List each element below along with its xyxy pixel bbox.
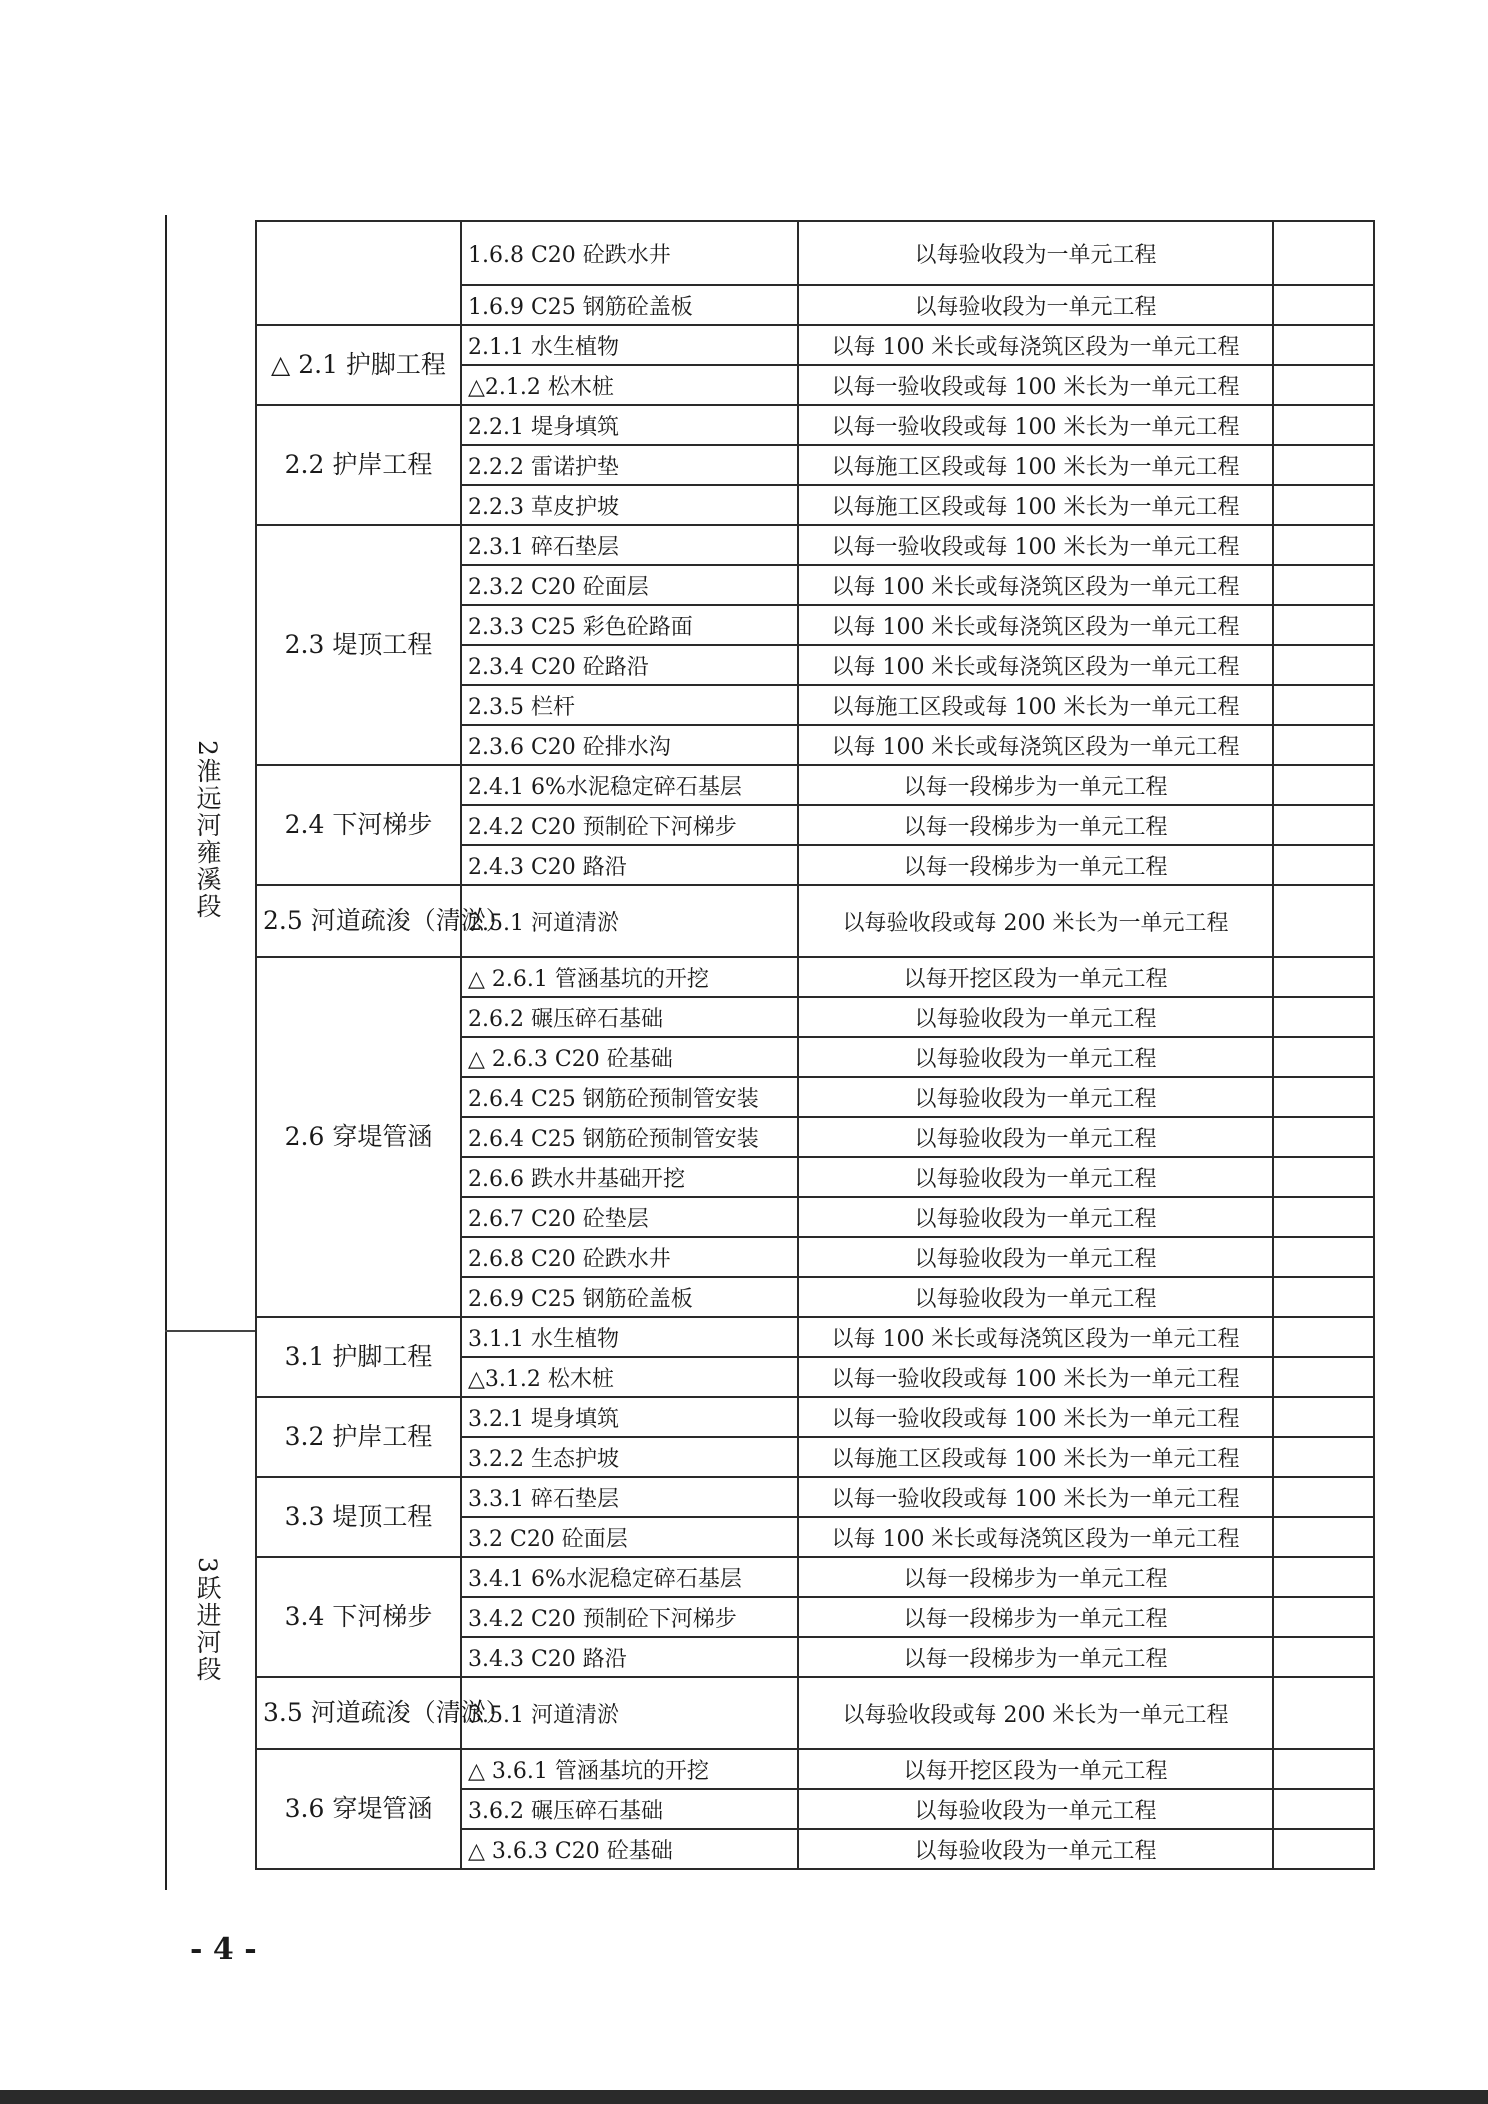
remark-cell bbox=[1273, 445, 1374, 485]
remark-cell bbox=[1273, 365, 1374, 405]
group-cell-empty bbox=[256, 221, 461, 325]
group-cell: 3.1 护脚工程 bbox=[256, 1317, 461, 1397]
remark-cell bbox=[1273, 221, 1374, 285]
unit-cell: 以每验收段为一单元工程 bbox=[798, 1829, 1273, 1869]
table-row bbox=[256, 525, 1374, 565]
item-cell: 2.2.1 堤身填筑 bbox=[461, 405, 798, 445]
table-row bbox=[256, 1477, 1374, 1517]
item-cell: △2.1.2 松木桩 bbox=[461, 365, 798, 405]
unit-cell: 以每一验收段或每 100 米长为一单元工程 bbox=[798, 405, 1273, 445]
remark-cell bbox=[1273, 1437, 1374, 1477]
item-cell: 3.2.2 生态护坡 bbox=[461, 1437, 798, 1477]
item-cell: 2.3.3 C25 彩色砼路面 bbox=[461, 605, 798, 645]
unit-cell: 以每验收段为一单元工程 bbox=[798, 285, 1273, 325]
remark-cell bbox=[1273, 1477, 1374, 1517]
remark-cell bbox=[1273, 1157, 1374, 1197]
group-cell: △ 2.1 护脚工程 bbox=[256, 325, 461, 405]
item-cell: 2.6.7 C20 砼垫层 bbox=[461, 1197, 798, 1237]
item-cell: 2.6.9 C25 钢筋砼盖板 bbox=[461, 1277, 798, 1317]
section-label-3: 3跃进河段 bbox=[193, 1557, 222, 1683]
remark-cell bbox=[1273, 845, 1374, 885]
unit-cell: 以每 100 米长或每浇筑区段为一单元工程 bbox=[798, 645, 1273, 685]
unit-cell: 以每一验收段或每 100 米长为一单元工程 bbox=[798, 1397, 1273, 1437]
section-divider-rule bbox=[165, 1330, 255, 1332]
table-row bbox=[256, 325, 1374, 365]
table-row bbox=[256, 1677, 1374, 1749]
group-cell: 2.6 穿堤管涵 bbox=[256, 957, 461, 1317]
remark-cell bbox=[1273, 1397, 1374, 1437]
remark-cell bbox=[1273, 1677, 1374, 1749]
item-cell: 2.3.2 C20 砼面层 bbox=[461, 565, 798, 605]
remark-cell bbox=[1273, 1789, 1374, 1829]
item-cell: 2.4.2 C20 预制砼下河梯步 bbox=[461, 805, 798, 845]
group-cell: 3.5 河道疏浚（清淤） bbox=[256, 1677, 461, 1749]
group-cell: 2.3 堤顶工程 bbox=[256, 525, 461, 765]
unit-cell: 以每验收段为一单元工程 bbox=[798, 221, 1273, 285]
remark-cell bbox=[1273, 1317, 1374, 1357]
page-number: - 4 - bbox=[190, 1932, 257, 1967]
item-cell: 2.6.6 跌水井基础开挖 bbox=[461, 1157, 798, 1197]
remark-cell bbox=[1273, 1077, 1374, 1117]
item-cell: 3.6.2 碾压碎石基础 bbox=[461, 1789, 798, 1829]
table-row bbox=[256, 957, 1374, 997]
item-cell: 3.2.1 堤身填筑 bbox=[461, 1397, 798, 1437]
table-row bbox=[256, 765, 1374, 805]
item-cell: 2.4.1 6%水泥稳定碎石基层 bbox=[461, 765, 798, 805]
remark-cell bbox=[1273, 1597, 1374, 1637]
table-row bbox=[256, 1397, 1374, 1437]
group-cell: 3.2 护岸工程 bbox=[256, 1397, 461, 1477]
item-cell: 3.4.2 C20 预制砼下河梯步 bbox=[461, 1597, 798, 1637]
remark-cell bbox=[1273, 1237, 1374, 1277]
unit-cell: 以每验收段为一单元工程 bbox=[798, 1117, 1273, 1157]
item-cell: 2.3.6 C20 砼排水沟 bbox=[461, 725, 798, 765]
unit-cell: 以每一段梯步为一单元工程 bbox=[798, 1557, 1273, 1597]
item-cell: 2.3.4 C20 砼路沿 bbox=[461, 645, 798, 685]
item-cell: 1.6.8 C20 砼跌水井 bbox=[461, 221, 798, 285]
item-cell: 2.6.8 C20 砼跌水井 bbox=[461, 1237, 798, 1277]
remark-cell bbox=[1273, 957, 1374, 997]
item-cell: 3.4.3 C20 路沿 bbox=[461, 1637, 798, 1677]
unit-cell: 以每一段梯步为一单元工程 bbox=[798, 805, 1273, 845]
remark-cell bbox=[1273, 645, 1374, 685]
remark-cell bbox=[1273, 1357, 1374, 1397]
item-cell: △ 3.6.1 管涵基坑的开挖 bbox=[461, 1749, 798, 1789]
table-row bbox=[256, 221, 1374, 285]
unit-cell: 以每一段梯步为一单元工程 bbox=[798, 845, 1273, 885]
remark-cell bbox=[1273, 405, 1374, 445]
unit-cell: 以每开挖区段为一单元工程 bbox=[798, 957, 1273, 997]
unit-cell: 以每 100 米长或每浇筑区段为一单元工程 bbox=[798, 1517, 1273, 1557]
item-cell: △ 3.6.3 C20 砼基础 bbox=[461, 1829, 798, 1869]
remark-cell bbox=[1273, 485, 1374, 525]
unit-cell: 以每一验收段或每 100 米长为一单元工程 bbox=[798, 525, 1273, 565]
group-cell: 2.5 河道疏浚（清淤） bbox=[256, 885, 461, 957]
remark-cell bbox=[1273, 525, 1374, 565]
unit-cell: 以每施工区段或每 100 米长为一单元工程 bbox=[798, 445, 1273, 485]
unit-cell: 以每 100 米长或每浇筑区段为一单元工程 bbox=[798, 725, 1273, 765]
group-cell: 3.6 穿堤管涵 bbox=[256, 1749, 461, 1869]
unit-cell: 以每一验收段或每 100 米长为一单元工程 bbox=[798, 1357, 1273, 1397]
group-cell: 2.4 下河梯步 bbox=[256, 765, 461, 885]
remark-cell bbox=[1273, 885, 1374, 957]
unit-cell: 以每施工区段或每 100 米长为一单元工程 bbox=[798, 685, 1273, 725]
left-margin-rule bbox=[165, 215, 167, 1890]
group-cell: 3.3 堤顶工程 bbox=[256, 1477, 461, 1557]
item-cell: 2.3.5 栏杆 bbox=[461, 685, 798, 725]
group-cell: 3.4 下河梯步 bbox=[256, 1557, 461, 1677]
unit-cell: 以每验收段为一单元工程 bbox=[798, 1789, 1273, 1829]
unit-cell: 以每验收段为一单元工程 bbox=[798, 1037, 1273, 1077]
unit-cell: 以每验收段为一单元工程 bbox=[798, 1197, 1273, 1237]
unit-cell: 以每一验收段或每 100 米长为一单元工程 bbox=[798, 1477, 1273, 1517]
remark-cell bbox=[1273, 565, 1374, 605]
unit-cell: 以每 100 米长或每浇筑区段为一单元工程 bbox=[798, 1317, 1273, 1357]
unit-cell: 以每验收段为一单元工程 bbox=[798, 1077, 1273, 1117]
table-row bbox=[256, 885, 1374, 957]
remark-cell bbox=[1273, 1117, 1374, 1157]
table-row bbox=[256, 1749, 1374, 1789]
unit-cell: 以每施工区段或每 100 米长为一单元工程 bbox=[798, 1437, 1273, 1477]
unit-cell: 以每一段梯步为一单元工程 bbox=[798, 1637, 1273, 1677]
item-cell: 2.6.4 C25 钢筋砼预制管安装 bbox=[461, 1117, 798, 1157]
item-cell: 2.6.4 C25 钢筋砼预制管安装 bbox=[461, 1077, 798, 1117]
item-cell: 2.1.1 水生植物 bbox=[461, 325, 798, 365]
unit-cell: 以每 100 米长或每浇筑区段为一单元工程 bbox=[798, 605, 1273, 645]
remark-cell bbox=[1273, 1197, 1374, 1237]
item-cell: △3.1.2 松木桩 bbox=[461, 1357, 798, 1397]
unit-cell: 以每验收段为一单元工程 bbox=[798, 1277, 1273, 1317]
item-cell: △ 2.6.3 C20 砼基础 bbox=[461, 1037, 798, 1077]
item-cell: 3.4.1 6%水泥稳定碎石基层 bbox=[461, 1557, 798, 1597]
unit-cell: 以每开挖区段为一单元工程 bbox=[798, 1749, 1273, 1789]
remark-cell bbox=[1273, 765, 1374, 805]
item-cell: 3.1.1 水生植物 bbox=[461, 1317, 798, 1357]
remark-cell bbox=[1273, 1517, 1374, 1557]
remark-cell bbox=[1273, 1557, 1374, 1597]
unit-cell: 以每验收段或每 200 米长为一单元工程 bbox=[798, 1677, 1273, 1749]
item-cell: 2.4.3 C20 路沿 bbox=[461, 845, 798, 885]
unit-cell: 以每一段梯步为一单元工程 bbox=[798, 765, 1273, 805]
unit-cell: 以每一段梯步为一单元工程 bbox=[798, 1597, 1273, 1637]
item-cell: 2.2.3 草皮护坡 bbox=[461, 485, 798, 525]
table-row bbox=[256, 405, 1374, 445]
remark-cell bbox=[1273, 997, 1374, 1037]
remark-cell bbox=[1273, 725, 1374, 765]
item-cell: 2.2.2 雷诺护垫 bbox=[461, 445, 798, 485]
unit-cell: 以每 100 米长或每浇筑区段为一单元工程 bbox=[798, 325, 1273, 365]
unit-cell: 以每验收段为一单元工程 bbox=[798, 1157, 1273, 1197]
table-row bbox=[256, 1317, 1374, 1357]
remark-cell bbox=[1273, 1637, 1374, 1677]
remark-cell bbox=[1273, 1749, 1374, 1789]
unit-project-table bbox=[255, 220, 1375, 1870]
item-cell: △ 2.6.1 管涵基坑的开挖 bbox=[461, 957, 798, 997]
remark-cell bbox=[1273, 325, 1374, 365]
unit-cell: 以每施工区段或每 100 米长为一单元工程 bbox=[798, 485, 1273, 525]
unit-cell: 以每验收段为一单元工程 bbox=[798, 997, 1273, 1037]
item-cell: 2.5.1 河道清淤 bbox=[461, 885, 798, 957]
item-cell: 2.3.1 碎石垫层 bbox=[461, 525, 798, 565]
remark-cell bbox=[1273, 805, 1374, 845]
scan-bottom-edge bbox=[0, 2090, 1488, 2104]
item-cell: 1.6.9 C25 钢筋砼盖板 bbox=[461, 285, 798, 325]
remark-cell bbox=[1273, 1037, 1374, 1077]
unit-cell: 以每 100 米长或每浇筑区段为一单元工程 bbox=[798, 565, 1273, 605]
table-row bbox=[256, 1557, 1374, 1597]
unit-cell: 以每验收段或每 200 米长为一单元工程 bbox=[798, 885, 1273, 957]
unit-cell: 以每一验收段或每 100 米长为一单元工程 bbox=[798, 365, 1273, 405]
remark-cell bbox=[1273, 1829, 1374, 1869]
item-cell: 3.5.1 河道清淤 bbox=[461, 1677, 798, 1749]
remark-cell bbox=[1273, 605, 1374, 645]
section-label-2: 2淮远河雍溪段 bbox=[193, 740, 222, 920]
group-cell: 2.2 护岸工程 bbox=[256, 405, 461, 525]
unit-cell: 以每验收段为一单元工程 bbox=[798, 1237, 1273, 1277]
item-cell: 3.2 C20 砼面层 bbox=[461, 1517, 798, 1557]
remark-cell bbox=[1273, 1277, 1374, 1317]
item-cell: 3.3.1 碎石垫层 bbox=[461, 1477, 798, 1517]
remark-cell bbox=[1273, 685, 1374, 725]
item-cell: 2.6.2 碾压碎石基础 bbox=[461, 997, 798, 1037]
remark-cell bbox=[1273, 285, 1374, 325]
